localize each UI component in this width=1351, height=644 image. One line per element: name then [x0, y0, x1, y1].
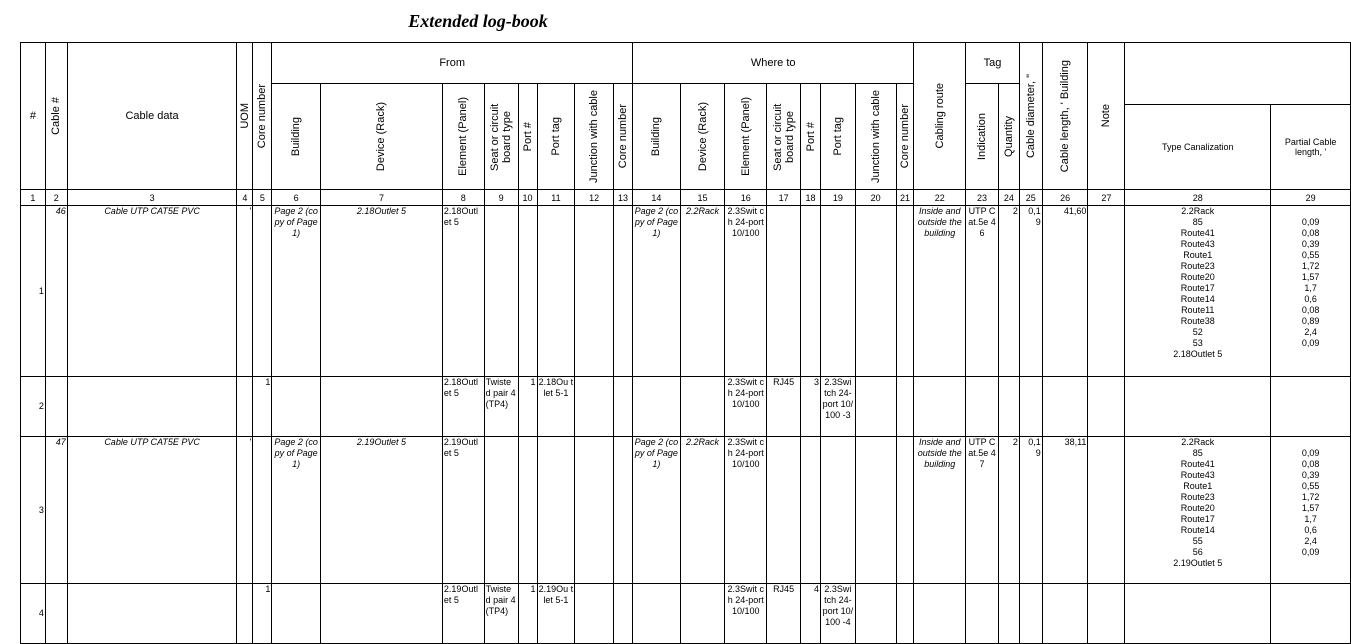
cell-from-element: 2.19Outl et 5: [442, 437, 484, 584]
cell-from-junction: [575, 437, 614, 584]
cell-from-seat: [484, 437, 518, 584]
cell-from-seat: [484, 206, 518, 377]
cell-partial-length: 0,09 0,08 0,39 0,55 1,72 1,57 1,7 0,6 0,08 0,89 2,4 0,09: [1271, 206, 1351, 377]
cell-cabling-route: Inside and outside the building: [914, 206, 966, 377]
cell-uom: [237, 377, 253, 437]
cell-cable-diameter: [1019, 377, 1042, 437]
cell-to-building: Page 2 (copy of Page 1): [633, 437, 681, 584]
cell-cable-diameter: 0,1 9: [1019, 437, 1042, 584]
header-cable-data: Cable data: [67, 43, 237, 190]
cell-to-core: [896, 437, 914, 584]
cell-partial-length: 0,09 0,08 0,39 0,55 1,72 1,57 1,7 0,6 2,4 0,09: [1271, 437, 1351, 584]
cell-row-number: 1: [21, 206, 46, 377]
cell-from-building: [272, 377, 321, 437]
cell-from-core: [614, 206, 633, 377]
cell-cable-number: [45, 377, 67, 437]
header-from-port-tag: Port tag: [537, 84, 575, 190]
cell-to-port-num: 4: [801, 584, 821, 644]
cell-cable-data: Cable UTP CAT5E PVC: [67, 206, 237, 377]
cell-to-junction: [855, 206, 896, 377]
cell-to-junction: [855, 437, 896, 584]
header-from-core: Core number: [614, 84, 633, 190]
column-number: 3: [67, 190, 237, 206]
column-number: 25: [1019, 190, 1042, 206]
column-number: 6: [272, 190, 321, 206]
cell-core-number: [253, 437, 272, 584]
cell-to-element: 2.3Swit ch 24-port 10/100: [725, 584, 767, 644]
cell-to-device: 2.2Rack: [680, 206, 725, 377]
cell-from-device: [320, 377, 442, 437]
column-number: 8: [442, 190, 484, 206]
cell-from-device: 2.18Outlet 5: [320, 206, 442, 377]
header-tag: Tag: [966, 43, 1020, 84]
header-from: From: [272, 43, 633, 84]
cell-to-element: 2.3Swit ch 24-port 10/100: [725, 437, 767, 584]
cell-to-port-num: 3: [801, 377, 821, 437]
cell-type-canalization: [1125, 377, 1271, 437]
cell-cable-length: 41,60: [1042, 206, 1088, 377]
header-to-device: Device (Rack): [680, 84, 725, 190]
cell-row-number: 4: [21, 584, 46, 644]
cell-from-element: 2.19Outl et 5: [442, 584, 484, 644]
cell-tag-quantity: [998, 377, 1019, 437]
header-from-seat: Seat or circuit board type: [484, 84, 518, 190]
cell-from-element: 2.18Outl et 5: [442, 206, 484, 377]
cell-to-port-tag: 2.3Swi tch 24-port 10/100 -3: [820, 377, 855, 437]
cell-from-building: Page 2 (copy of Page 1): [272, 437, 321, 584]
cell-note: [1088, 437, 1125, 584]
cell-to-element: 2.3Swit ch 24-port 10/100: [725, 206, 767, 377]
header-type-canalization: Type Canalization: [1125, 105, 1271, 190]
cell-to-port-num: [801, 437, 821, 584]
cell-to-device: [680, 377, 725, 437]
page-title: Extended log-book: [408, 11, 548, 31]
cell-from-port-tag: [537, 206, 575, 377]
cell-from-port-num: [518, 206, 537, 377]
cell-to-port-tag: [820, 206, 855, 377]
cell-to-seat: RJ45: [767, 377, 801, 437]
column-number: 2: [45, 190, 67, 206]
cell-type-canalization: 2.2Rack 85 Route41 Route43 Route1 Route23 Route20 Route17 Route14 Route11 Route38 52 53 2.18Outlet 5: [1125, 206, 1271, 377]
cell-tag-indication: UTP Cat.5e 46: [966, 206, 999, 377]
cell-to-core: [896, 377, 914, 437]
header-to-junction: Junction with cable: [855, 84, 896, 190]
header-where-to: Where to: [633, 43, 914, 84]
column-number: 9: [484, 190, 518, 206]
cell-to-seat: [767, 437, 801, 584]
column-number: 18: [801, 190, 821, 206]
cell-row-number: 3: [21, 437, 46, 584]
cell-cable-length: [1042, 377, 1088, 437]
cell-to-junction: [855, 377, 896, 437]
log-book-table: [20, 42, 1351, 644]
cell-to-port-tag: [820, 437, 855, 584]
cell-from-junction: [575, 206, 614, 377]
column-number: 27: [1088, 190, 1125, 206]
cell-from-core: [614, 437, 633, 584]
table-row: [21, 377, 1351, 437]
table-row: [21, 206, 1351, 377]
column-number: 20: [855, 190, 896, 206]
cell-core-number: 1: [253, 584, 272, 644]
cell-uom: ': [237, 437, 253, 584]
column-number: 19: [820, 190, 855, 206]
header-from-junction: Junction with cable: [575, 84, 614, 190]
header-tag-quantity: Quantity: [998, 84, 1019, 190]
header-note: Note: [1088, 43, 1125, 190]
header-cable-num: Cable #: [45, 43, 67, 190]
header-to-core: Core number: [896, 84, 914, 190]
cell-from-port-num: [518, 437, 537, 584]
cell-tag-indication: [966, 377, 999, 437]
column-number: 26: [1042, 190, 1088, 206]
cell-row-number: 2: [21, 377, 46, 437]
column-number: 1: [21, 190, 46, 206]
column-number: 15: [680, 190, 725, 206]
column-number: 17: [767, 190, 801, 206]
cell-from-port-tag: 2.19Ou tlet 5-1: [537, 584, 575, 644]
column-number: 22: [914, 190, 966, 206]
cell-cable-diameter: 0,1 9: [1019, 206, 1042, 377]
cell-note: [1088, 206, 1125, 377]
cell-tag-indication: UTP Cat.5e 47: [966, 437, 999, 584]
column-number: 4: [237, 190, 253, 206]
cell-uom: ': [237, 206, 253, 377]
header-partial-length: Partial Cable length, ': [1271, 105, 1351, 190]
cell-core-number: 1: [253, 377, 272, 437]
header-to-port-num: Port #: [801, 84, 821, 190]
header-cable-length: Cable length, ' Building: [1042, 43, 1088, 190]
column-number: 16: [725, 190, 767, 206]
column-number-row: [21, 190, 1351, 206]
cell-to-device: 2.2Rack: [680, 437, 725, 584]
column-number: 14: [633, 190, 681, 206]
cell-cable-data: [67, 377, 237, 437]
cell-from-port-tag: 2.18Ou tlet 5-1: [537, 377, 575, 437]
column-number: 21: [896, 190, 914, 206]
cell-partial-length: [1271, 377, 1351, 437]
cell-cable-data: Cable UTP CAT5E PVC: [67, 437, 237, 584]
header-from-device: Device (Rack): [320, 84, 442, 190]
cell-from-port-num: 1: [518, 377, 537, 437]
header-from-port-num: Port #: [518, 84, 537, 190]
header-to-port-tag: Port tag: [820, 84, 855, 190]
header-cabling-route: Cabling route: [914, 43, 966, 190]
column-number: 7: [320, 190, 442, 206]
header-from-building: Building: [272, 84, 321, 190]
cell-tag-quantity: 2: [998, 437, 1019, 584]
column-number: 13: [614, 190, 633, 206]
header-num: #: [21, 43, 46, 190]
header-to-seat: Seat or circuit board type: [767, 84, 801, 190]
column-number: 29: [1271, 190, 1351, 206]
header-canalization-group: [1125, 43, 1351, 105]
cell-from-element: 2.18Outl et 5: [442, 377, 484, 437]
header-core-number: Core number: [253, 43, 272, 190]
header-cable-diameter: Cable diameter, ": [1019, 43, 1042, 190]
cell-from-building: Page 2 (copy of Page 1): [272, 206, 321, 377]
cell-to-seat: [767, 206, 801, 377]
header-from-element: Element (Panel): [442, 84, 484, 190]
cell-cable-number: 47: [45, 437, 67, 584]
cell-to-element: 2.3Swit ch 24-port 10/100: [725, 377, 767, 437]
column-number: 12: [575, 190, 614, 206]
column-number: 10: [518, 190, 537, 206]
cell-cable-number: 46: [45, 206, 67, 377]
cell-to-port-tag: 2.3Swi tch 24-port 10/100 -4: [820, 584, 855, 644]
cell-core-number: [253, 206, 272, 377]
cell-to-port-num: [801, 206, 821, 377]
column-number: 11: [537, 190, 575, 206]
header-tag-indication: Indication: [966, 84, 999, 190]
header-uom: UOM: [237, 43, 253, 190]
cell-from-port-tag: [537, 437, 575, 584]
cell-cable-length: 38,11: [1042, 437, 1088, 584]
cell-from-device: 2.19Outlet 5: [320, 437, 442, 584]
cell-cabling-route: Inside and outside the building: [914, 437, 966, 584]
header-to-building: Building: [633, 84, 681, 190]
cell-note: [1088, 377, 1125, 437]
cell-cabling-route: [914, 377, 966, 437]
cell-to-building: [633, 377, 681, 437]
column-number: 24: [998, 190, 1019, 206]
cell-type-canalization: 2.2Rack 85 Route41 Route43 Route1 Route23 Route20 Route17 Route14 55 56 2.19Outlet 5: [1125, 437, 1271, 584]
column-number: 5: [253, 190, 272, 206]
cell-to-core: [896, 206, 914, 377]
cell-from-junction: [575, 377, 614, 437]
table-row: [21, 437, 1351, 584]
cell-from-port-num: 1: [518, 584, 537, 644]
cell-from-seat: Twiste d pair 4(TP4): [484, 584, 518, 644]
header-to-element: Element (Panel): [725, 84, 767, 190]
cell-from-seat: Twiste d pair 4(TP4): [484, 377, 518, 437]
cell-from-core: [614, 377, 633, 437]
column-number: 28: [1125, 190, 1271, 206]
cell-to-building: Page 2 (copy of Page 1): [633, 206, 681, 377]
cell-tag-quantity: 2: [998, 206, 1019, 377]
cell-to-seat: RJ45: [767, 584, 801, 644]
column-number: 23: [966, 190, 999, 206]
